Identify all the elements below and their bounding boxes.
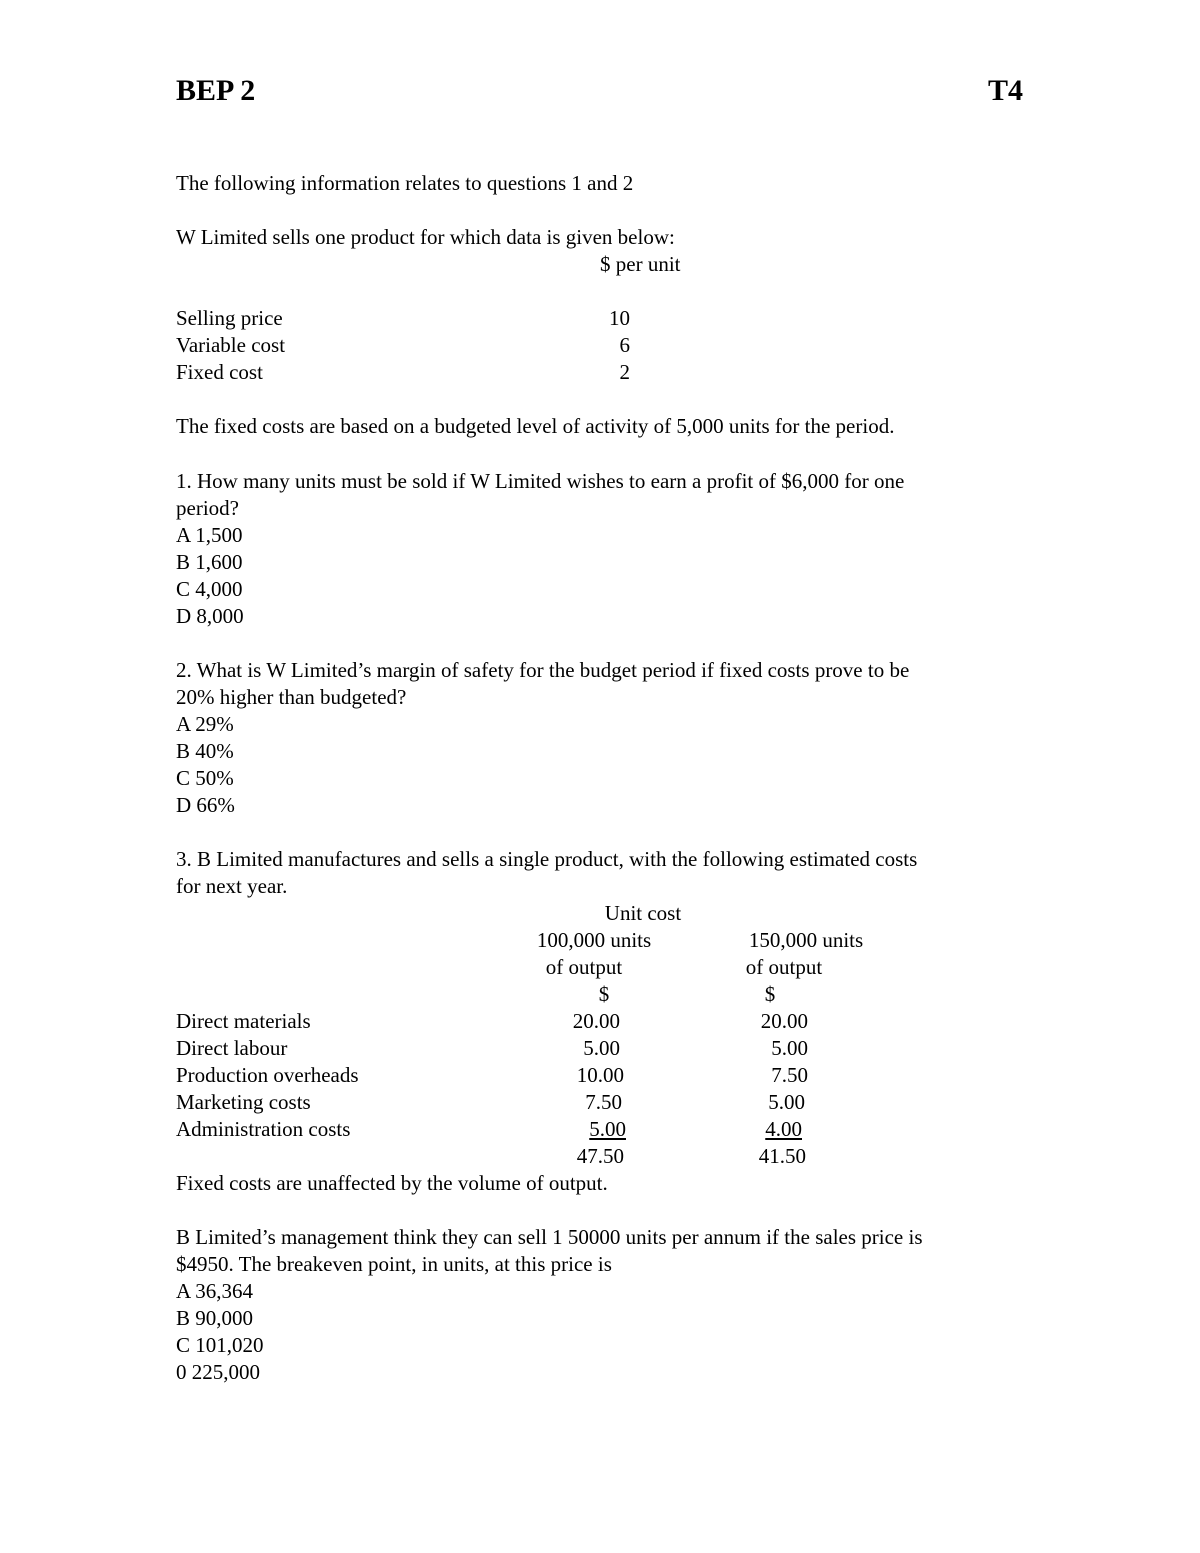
per-unit-header: $ per unit (600, 252, 681, 276)
cost-row-label: Marketing costs (176, 1090, 311, 1114)
col1-header-line: 100,000 units (536, 928, 652, 952)
question-1-option: A 1,500 (176, 523, 243, 547)
question-3-prompt-line-1: B Limited’s management think they can sell 1 50000 units per annum if the sales price is (176, 1225, 923, 1249)
total-col1: 47.50 (576, 1144, 624, 1168)
cost-row-col1: 5.00 (589, 1117, 626, 1141)
cost-row-col1: 7.50 (585, 1090, 622, 1114)
cost-row-label: Administration costs (176, 1117, 351, 1141)
question-1-line-2: period? (176, 496, 239, 520)
col2-header-line: of output (745, 955, 823, 979)
fixed-cost-note: The fixed costs are based on a budgeted level of activity of 5,000 units for the period. (176, 414, 895, 438)
cost-row-col1: 10.00 (576, 1063, 624, 1087)
question-3-option: B 90,000 (176, 1306, 254, 1330)
col2-header-line: $ (764, 982, 776, 1006)
selling-price-label: Selling price (176, 306, 283, 330)
question-3-option: A 36,364 (176, 1279, 254, 1303)
question-1-line-1: 1. How many units must be sold if W Limited wishes to earn a profit of $6,000 for one (176, 469, 905, 493)
cost-row-label: Direct labour (176, 1036, 288, 1060)
unit-cost-header: Unit cost (604, 901, 682, 925)
question-2-option: D 66% (176, 793, 235, 817)
col2-header-line: 150,000 units (748, 928, 864, 952)
fixed-cost-label: Fixed cost (176, 360, 263, 384)
question-2-line-1: 2. What is W Limited’s margin of safety for the budget period if fixed costs prove to be (176, 658, 910, 682)
cost-row-col2: 20.00 (760, 1009, 808, 1033)
question-2-option: C 50% (176, 766, 234, 790)
cost-row-col1: 20.00 (572, 1009, 620, 1033)
fixed-costs-note: Fixed costs are unaffected by the volume of output. (176, 1171, 608, 1195)
cost-row-col2: 7.50 (771, 1063, 808, 1087)
col1-header-line: of output (545, 955, 623, 979)
cost-row-label: Production overheads (176, 1063, 359, 1087)
header-right: T4 (987, 74, 1023, 107)
question-1-option: C 4,000 (176, 577, 243, 601)
header-left: BEP 2 (176, 74, 256, 107)
cost-row-label: Direct materials (176, 1009, 311, 1033)
cost-row-col2: 4.00 (765, 1117, 802, 1141)
question-2-option: A 29% (176, 712, 234, 736)
question-3-option: 0 225,000 (176, 1360, 260, 1384)
question-3-line-1: 3. B Limited manufactures and sells a single product, with the following estimated costs (176, 847, 918, 871)
intro-text: The following information relates to questions 1 and 2 (176, 171, 634, 195)
question-2-option: B 40% (176, 739, 234, 763)
w-limited-description: W Limited sells one product for which data is given below: (176, 225, 675, 249)
cost-row-col1: 5.00 (583, 1036, 620, 1060)
question-3-option: C 101,020 (176, 1333, 264, 1357)
variable-cost-label: Variable cost (176, 333, 286, 357)
col1-header-line: $ (598, 982, 610, 1006)
variable-cost-value: 6 (619, 333, 630, 357)
cost-row-col2: 5.00 (771, 1036, 808, 1060)
cost-row-col2: 5.00 (768, 1090, 805, 1114)
fixed-cost-value: 2 (619, 360, 630, 384)
question-1-option: B 1,600 (176, 550, 243, 574)
question-3-prompt-line-2: $4950. The breakeven point, in units, at this price is (176, 1252, 612, 1276)
question-1-option: D 8,000 (176, 604, 244, 628)
selling-price-value: 10 (609, 306, 630, 330)
question-3-line-2: for next year. (176, 874, 288, 898)
question-2-line-2: 20% higher than budgeted? (176, 685, 407, 709)
total-col2: 41.50 (758, 1144, 806, 1168)
